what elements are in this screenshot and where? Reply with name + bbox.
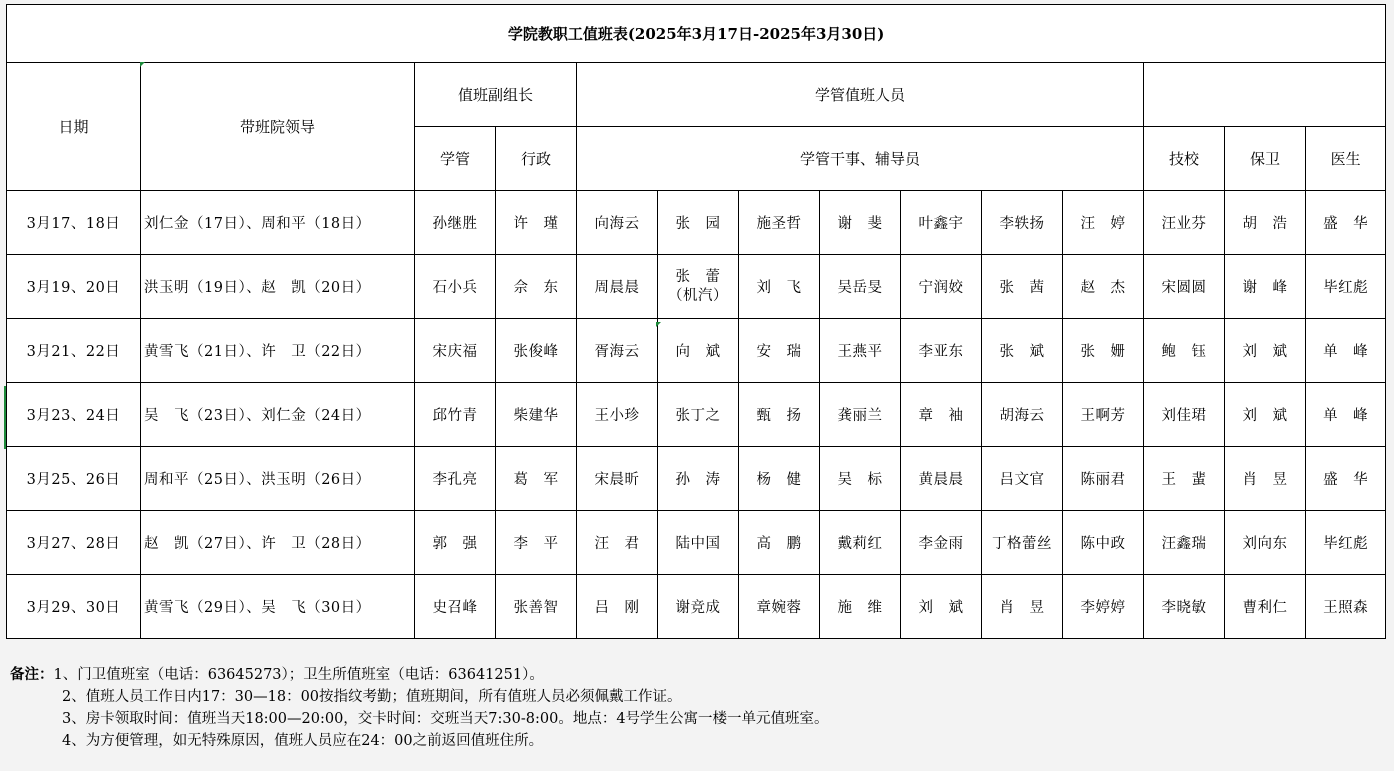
cell-staff[interactable]: 王燕平 — [820, 319, 901, 383]
cell-staff[interactable]: 张 园 — [658, 191, 739, 255]
cell-deputy-xueguan[interactable]: 李孔亮 — [415, 447, 496, 511]
cell-staff[interactable]: 杨 健 — [739, 447, 820, 511]
header-leader[interactable]: 带班院领导 — [141, 63, 415, 191]
cell-staff[interactable]: 陆中国 — [658, 511, 739, 575]
cell-staff-name: 张 蕾 — [675, 268, 721, 285]
cell-comment-marker — [140, 62, 145, 67]
cell-staff[interactable]: 宋晨昕 — [577, 447, 658, 511]
cell-jixiao[interactable]: 汪鑫瑞 — [1144, 511, 1225, 575]
cell-deputy-xueguan[interactable]: 石小兵 — [415, 255, 496, 319]
cell-staff[interactable]: 吕 刚 — [577, 575, 658, 639]
cell-staff[interactable]: 张丁之 — [658, 383, 739, 447]
notes-label: 备注： — [10, 666, 54, 683]
cell-staff[interactable]: 丁格蕾丝 — [982, 511, 1063, 575]
cell-staff[interactable]: 汪 君 — [577, 511, 658, 575]
cell-deputy-xueguan[interactable]: 史召峰 — [415, 575, 496, 639]
cell-baowei[interactable]: 谢 峰 — [1225, 255, 1306, 319]
cell-date[interactable]: 3月27、28日 — [7, 511, 141, 575]
cell-deputy-xingzheng[interactable]: 李 平 — [496, 511, 577, 575]
cell-leader[interactable]: 吴 飞（23日）、刘仁金（24日） — [141, 383, 415, 447]
cell-staff[interactable]: 陈中政 — [1063, 511, 1144, 575]
table-row — [7, 191, 1386, 255]
duty-roster-table — [6, 4, 1386, 639]
cell-yisheng[interactable]: 盛 华 — [1306, 191, 1386, 255]
cell-baowei[interactable]: 刘 斌 — [1225, 383, 1306, 447]
cell-deputy-xingzheng[interactable]: 柴建华 — [496, 383, 577, 447]
cell-date[interactable]: 3月23、24日 — [7, 383, 141, 447]
cell-deputy-xueguan[interactable]: 宋庆福 — [415, 319, 496, 383]
header-yisheng[interactable]: 医生 — [1306, 127, 1386, 191]
cell-jixiao[interactable]: 王 蜚 — [1144, 447, 1225, 511]
cell-staff[interactable]: 胥海云 — [577, 319, 658, 383]
cell-staff[interactable]: 戴莉红 — [820, 511, 901, 575]
cell-staff[interactable]: 施 维 — [820, 575, 901, 639]
cell-staff[interactable]: 安 瑞 — [739, 319, 820, 383]
cell-staff[interactable]: 刘 斌 — [901, 575, 982, 639]
cell-jixiao[interactable]: 汪业芬 — [1144, 191, 1225, 255]
cell-yisheng[interactable]: 盛 华 — [1306, 447, 1386, 511]
note-text: 1、门卫值班室（电话：63645273）；卫生所值班室（电话：63641251）。 — [53, 667, 544, 683]
table-row — [7, 383, 1386, 447]
cell-staff[interactable]: 吕文官 — [982, 447, 1063, 511]
cell-staff[interactable]: 章婉蓉 — [739, 575, 820, 639]
header-extra-group[interactable] — [1144, 63, 1386, 127]
table-row — [7, 255, 1386, 319]
notes-section — [10, 664, 1380, 752]
cell-deputy-xingzheng[interactable]: 葛 军 — [496, 447, 577, 511]
cell-staff[interactable]: 谢 斐 — [820, 191, 901, 255]
cell-staff[interactable]: 王啊芳 — [1063, 383, 1144, 447]
cell-yisheng[interactable]: 毕红彪 — [1306, 511, 1386, 575]
cell-baowei[interactable]: 胡 浩 — [1225, 191, 1306, 255]
cell-yisheng[interactable]: 单 峰 — [1306, 383, 1386, 447]
note-line-3: 3、房卡领取时间：值班当天18:00—20:00，交卡时间：交班当天7:30-8:00。地点：4号学生公寓一楼一单元值班室。 — [62, 711, 829, 727]
cell-staff[interactable]: 陈丽君 — [1063, 447, 1144, 511]
cell-deputy-xingzheng[interactable]: 佘 东 — [496, 255, 577, 319]
cell-baowei[interactable]: 刘 斌 — [1225, 319, 1306, 383]
cell-staff-dept: （机汽） — [668, 287, 728, 304]
cell-staff[interactable]: 宁润姣 — [901, 255, 982, 319]
cell-staff[interactable]: 章 袖 — [901, 383, 982, 447]
cell-date[interactable]: 3月17、18日 — [7, 191, 141, 255]
cell-leader[interactable]: 赵 凯（27日）、许 卫（28日） — [141, 511, 415, 575]
cell-leader[interactable]: 黄雪飞（29日）、吴 飞（30日） — [141, 575, 415, 639]
cell-leader[interactable]: 周和平（25日）、洪玉明（26日） — [141, 447, 415, 511]
table-row — [7, 319, 1386, 383]
table-row — [7, 511, 1386, 575]
cell-jixiao[interactable]: 刘佳珺 — [1144, 383, 1225, 447]
header-baowei[interactable]: 保卫 — [1225, 127, 1306, 191]
cell-date[interactable]: 3月19、20日 — [7, 255, 141, 319]
header-staff-group[interactable]: 学管值班人员 — [577, 63, 1144, 127]
cell-staff[interactable]: 龚丽兰 — [820, 383, 901, 447]
cell-staff[interactable]: 吴岳旻 — [820, 255, 901, 319]
cell-staff[interactable]: 孙 涛 — [658, 447, 739, 511]
cell-baowei[interactable]: 曹利仁 — [1225, 575, 1306, 639]
cell-staff[interactable]: 高 鹏 — [739, 511, 820, 575]
note-line-4: 4、为方便管理，如无特殊原因，值班人员应在24：00之前返回值班住所。 — [62, 733, 544, 749]
cell-staff-two-line[interactable] — [658, 255, 739, 319]
note-line-2: 2、值班人员工作日内17：30—18：00按指纹考勤；值班期间，所有值班人员必须佩戴工作证。 — [62, 689, 682, 705]
cell-staff[interactable]: 王小珍 — [577, 383, 658, 447]
cell-leader[interactable]: 洪玉明（19日）、赵 凯（20日） — [141, 255, 415, 319]
table-row — [7, 575, 1386, 639]
cell-staff[interactable]: 李轶扬 — [982, 191, 1063, 255]
cell-deputy-xingzheng[interactable]: 许 瑾 — [496, 191, 577, 255]
note-line-1 — [10, 664, 1380, 686]
cell-staff[interactable]: 李亚东 — [901, 319, 982, 383]
cell-staff[interactable]: 谢竞成 — [658, 575, 739, 639]
cell-comment-marker — [656, 322, 661, 327]
page-title[interactable]: 学院教职工值班表(2025年3月17日-2025年3月30日) — [7, 5, 1386, 63]
cell-staff[interactable]: 叶鑫宇 — [901, 191, 982, 255]
cell-staff[interactable]: 向海云 — [577, 191, 658, 255]
duty-roster-sheet — [6, 4, 1385, 639]
header-date[interactable]: 日期 — [7, 63, 141, 191]
cell-date[interactable]: 3月29、30日 — [7, 575, 141, 639]
cell-staff[interactable]: 赵 杰 — [1063, 255, 1144, 319]
cell-yisheng[interactable]: 王照森 — [1306, 575, 1386, 639]
row-selection-indicator — [4, 386, 6, 449]
header-deputy-xueguan[interactable]: 学管 — [415, 127, 496, 191]
cell-staff[interactable]: 李婷婷 — [1063, 575, 1144, 639]
cell-staff[interactable]: 向 斌 — [658, 319, 739, 383]
cell-staff[interactable]: 汪 婷 — [1063, 191, 1144, 255]
cell-yisheng[interactable]: 单 峰 — [1306, 319, 1386, 383]
cell-deputy-xueguan[interactable]: 邱竹青 — [415, 383, 496, 447]
cell-yisheng[interactable]: 毕红彪 — [1306, 255, 1386, 319]
cell-leader[interactable]: 黄雪飞（21日）、许 卫（22日） — [141, 319, 415, 383]
table-row — [7, 447, 1386, 511]
header-staff-sub[interactable]: 学管干事、辅导员 — [577, 127, 1144, 191]
cell-date[interactable]: 3月21、22日 — [7, 319, 141, 383]
cell-deputy-xingzheng[interactable]: 张善智 — [496, 575, 577, 639]
cell-staff[interactable]: 黄晨晨 — [901, 447, 982, 511]
cell-staff[interactable]: 张 茜 — [982, 255, 1063, 319]
cell-jixiao[interactable]: 鲍 钰 — [1144, 319, 1225, 383]
cell-staff[interactable]: 施圣哲 — [739, 191, 820, 255]
header-deputy-group[interactable]: 值班副组长 — [415, 63, 577, 127]
cell-jixiao[interactable]: 李晓敏 — [1144, 575, 1225, 639]
cell-leader[interactable]: 刘仁金（17日）、周和平（18日） — [141, 191, 415, 255]
cell-deputy-xueguan[interactable]: 郭 强 — [415, 511, 496, 575]
cell-staff[interactable]: 李金雨 — [901, 511, 982, 575]
cell-baowei[interactable]: 肖 昱 — [1225, 447, 1306, 511]
cell-staff[interactable]: 周晨晨 — [577, 255, 658, 319]
cell-staff[interactable]: 肖 昱 — [982, 575, 1063, 639]
cell-staff[interactable]: 刘 飞 — [739, 255, 820, 319]
cell-baowei[interactable]: 刘向东 — [1225, 511, 1306, 575]
cell-staff[interactable]: 吴 标 — [820, 447, 901, 511]
cell-staff[interactable]: 张 姗 — [1063, 319, 1144, 383]
cell-staff[interactable]: 甄 扬 — [739, 383, 820, 447]
cell-date[interactable]: 3月25、26日 — [7, 447, 141, 511]
cell-deputy-xingzheng[interactable]: 张俊峰 — [496, 319, 577, 383]
cell-deputy-xueguan[interactable]: 孙继胜 — [415, 191, 496, 255]
header-deputy-xingzheng[interactable]: 行政 — [496, 127, 577, 191]
cell-staff[interactable]: 胡海云 — [982, 383, 1063, 447]
cell-jixiao[interactable]: 宋圆圆 — [1144, 255, 1225, 319]
header-jixiao[interactable]: 技校 — [1144, 127, 1225, 191]
cell-staff[interactable]: 张 斌 — [982, 319, 1063, 383]
